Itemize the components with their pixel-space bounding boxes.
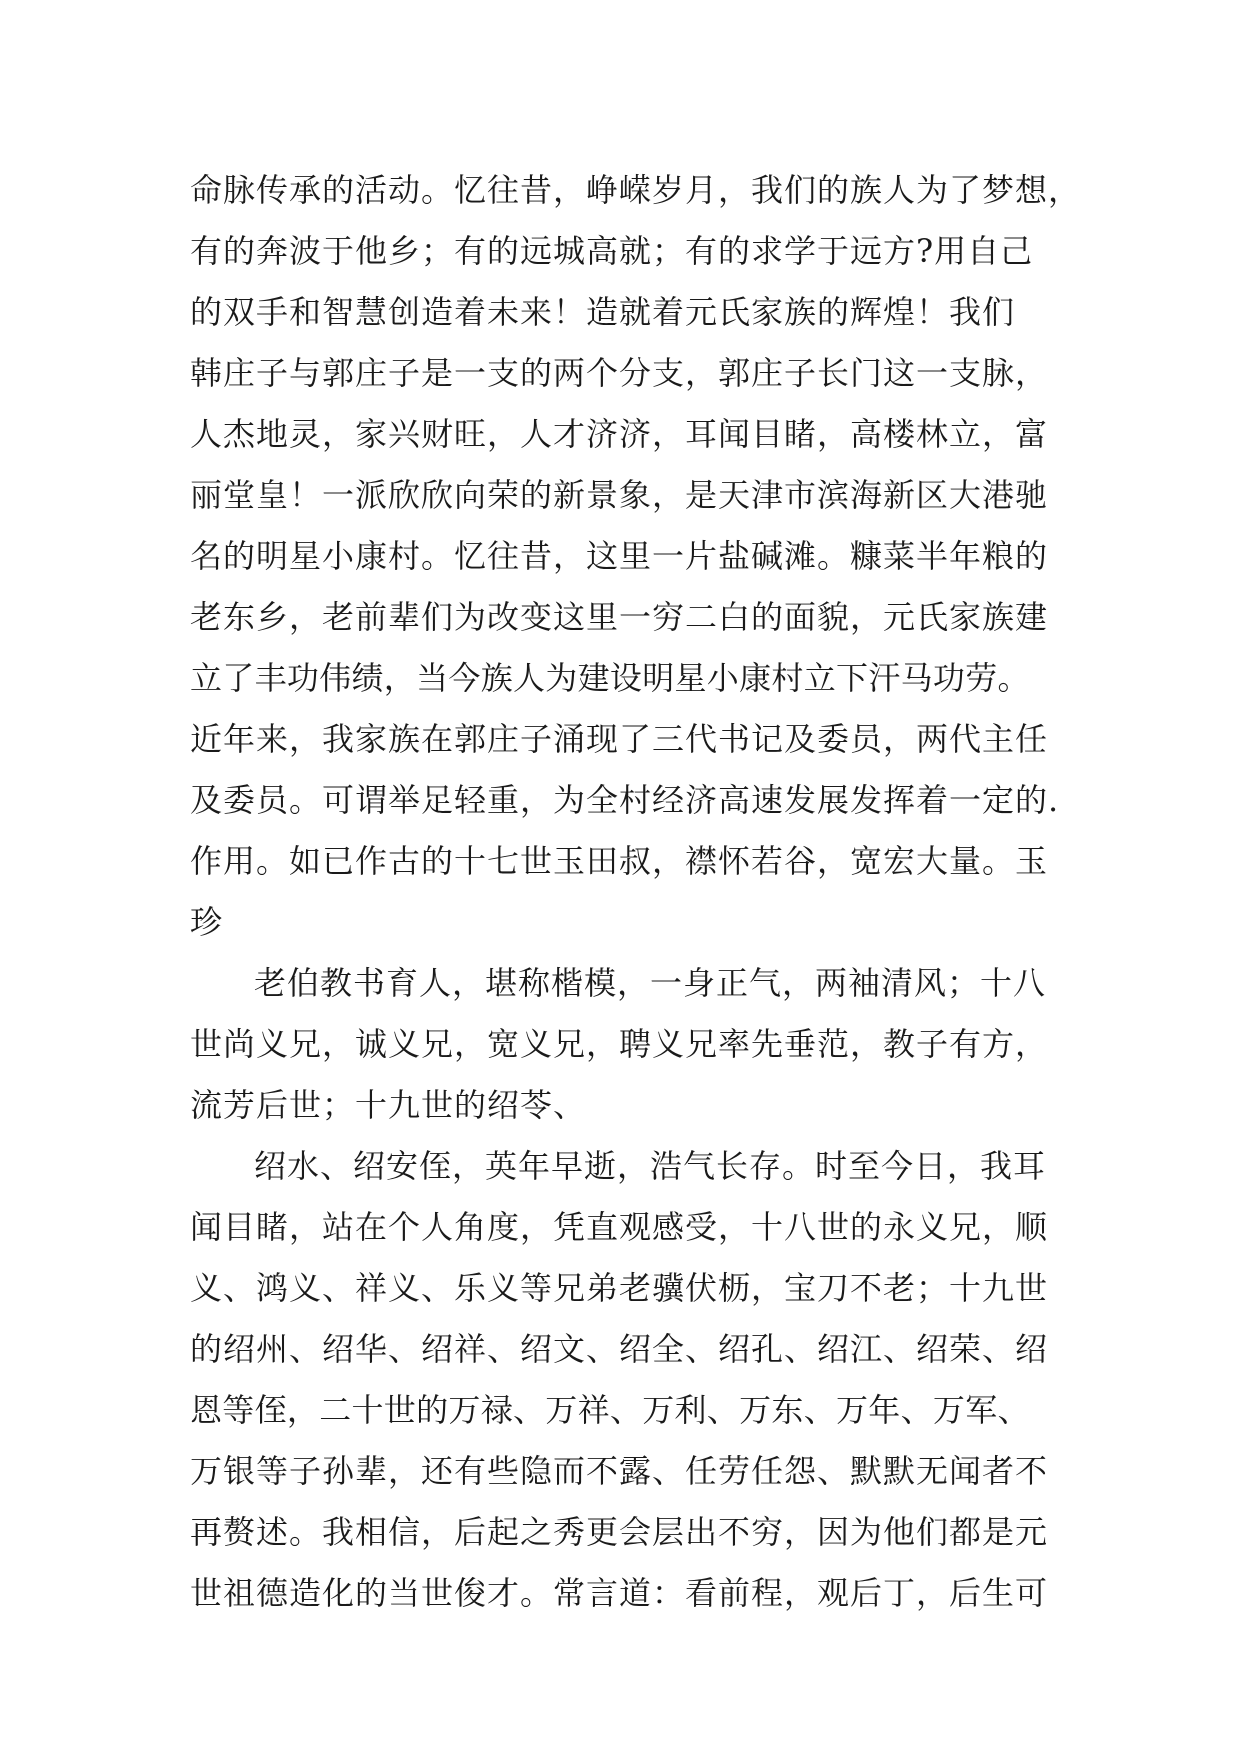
text-line: 立了丰功伟绩，当今族人为建设明星小康村立下汗马功劳。 xyxy=(190,659,1030,697)
text-line: 义、鸿义、祥义、乐义等兄弟老骥伏枥，宝刀不老；十九世 xyxy=(190,1269,1049,1307)
text-line: 名的明星小康村。忆往昔，这里一片盐碱滩。糠菜半年粮的 xyxy=(190,537,1049,575)
text-line: 绍水、绍安侄，英年早逝，浩气长存。时至今日，我耳 xyxy=(254,1147,1047,1185)
text-line: 丽堂皇！一派欣欣向荣的新景象，是天津市滨海新区大港驰 xyxy=(190,476,1049,514)
text-line: 的绍州、绍华、绍祥、绍文、绍全、绍孔、绍江、绍荣、绍 xyxy=(190,1330,1049,1368)
text-line: 珍 xyxy=(190,903,224,941)
text-line: 近年来，我家族在郭庄子涌现了三代书记及委员，两代主任 xyxy=(190,720,1049,758)
text-line: 老伯教书育人，堪称楷模，一身正气，两袖清风；十八 xyxy=(254,964,1047,1002)
text-line: 命脉传承的活动。忆往昔，峥嵘岁月，我们的族人为了梦想， xyxy=(190,171,1082,209)
text-line: 恩等侄，二十世的万禄、万祥、万利、万东、万年、万军、 xyxy=(190,1391,1030,1429)
text-line: 及委员。可谓举足轻重，为全村经济高速发展发挥着一定的. xyxy=(190,781,1060,819)
text-line: 的双手和智慧创造着未来！造就着元氏家族的辉煌！我们 xyxy=(190,293,1016,331)
text-line: 人杰地灵，家兴财旺，人才济济，耳闻目睹，高楼林立，富 xyxy=(190,415,1049,453)
text-line: 再赘述。我相信，后起之秀更会层出不穷，因为他们都是元 xyxy=(190,1513,1049,1551)
text-line: 韩庄子与郭庄子是一支的两个分支，郭庄子长门这一支脉， xyxy=(190,354,1049,392)
paragraph-3 xyxy=(190,1136,1070,1624)
text-line: 有的奔波于他乡；有的远城高就；有的求学于远方?用自己 xyxy=(190,232,1034,270)
text-line: 世尚义兄，诚义兄，宽义兄，聘义兄率先垂范，教子有方， xyxy=(190,1025,1049,1063)
paragraph-2 xyxy=(190,953,1070,1136)
text-line: 万银等子孙辈，还有些隐而不露、任劳任怨、默默无闻者不 xyxy=(190,1452,1049,1490)
text-line: 流芳后世；十九世的绍苓、 xyxy=(190,1086,587,1124)
text-line: 闻目睹，站在个人角度，凭直观感受，十八世的永义兄，顺 xyxy=(190,1208,1049,1246)
text-line: 作用。如已作古的十七世玉田叔，襟怀若谷，宽宏大量。玉 xyxy=(190,842,1049,880)
paragraph-1 xyxy=(190,160,1082,953)
text-line: 世祖德造化的当世俊才。常言道：看前程，观后丁，后生可 xyxy=(190,1574,1049,1612)
text-line: 老东乡，老前辈们为改变这里一穷二白的面貌，元氏家族建 xyxy=(190,598,1049,636)
document-page xyxy=(190,160,1082,1624)
